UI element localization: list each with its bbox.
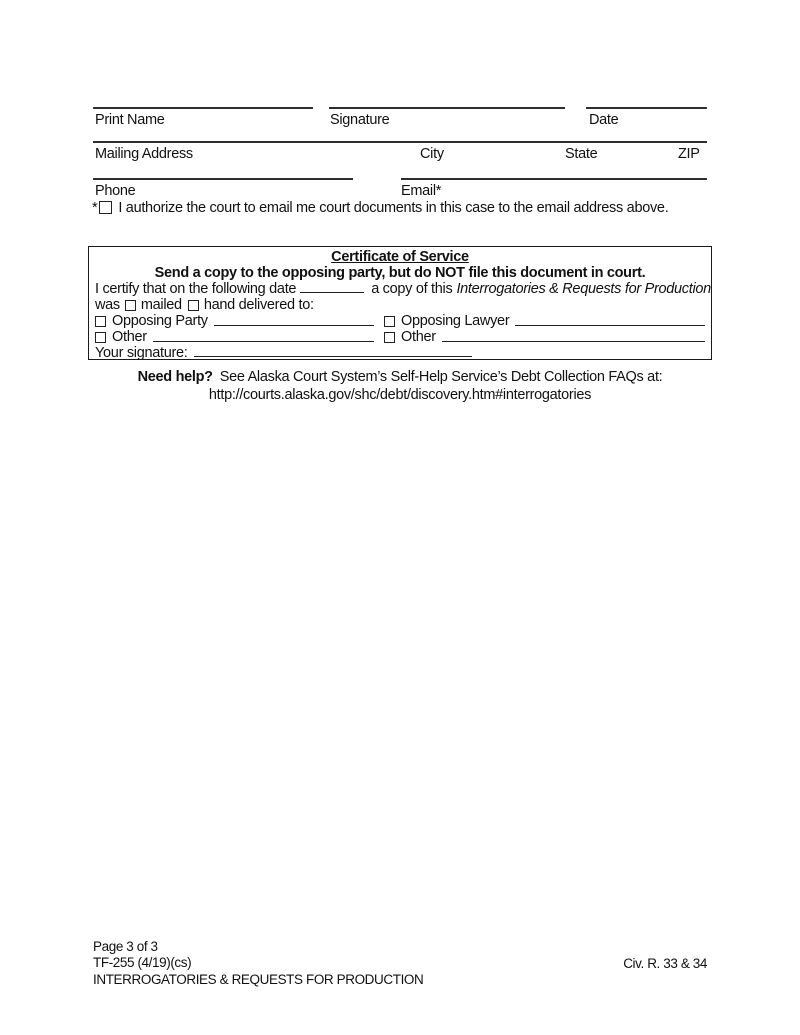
certificate-subtitle: Send a copy to the opposing party, but do NOT file this document in court. — [154, 265, 646, 281]
other-row — [95, 329, 705, 345]
was-label: was — [95, 297, 120, 313]
mailed-label: mailed — [140, 297, 182, 313]
delivery-method-row — [95, 297, 705, 313]
authorize-asterisk: * — [92, 200, 98, 216]
date-line[interactable] — [586, 107, 707, 109]
service-date-field[interactable] — [300, 281, 364, 293]
opposing-lawyer-label: Opposing Lawyer — [401, 313, 510, 329]
need-help-line — [0, 369, 800, 387]
need-help-text: See Alaska Court System’s Self-Help Service’s Debt Collection FAQs at: — [219, 369, 663, 385]
city-label: City — [420, 146, 444, 162]
other-left-label: Other — [112, 329, 147, 345]
opposing-row — [95, 313, 705, 329]
print-name-label: Print Name — [95, 112, 165, 128]
certificate-title: Certificate of Service — [331, 249, 469, 265]
certify-prefix: I certify that on the following date — [95, 281, 297, 297]
mailing-address-line[interactable] — [93, 141, 707, 143]
opposing-party-field[interactable] — [214, 324, 374, 326]
footer-rule-citation: Civ. R. 33 & 34 — [623, 956, 707, 971]
document-name: Interrogatories & Requests for Production — [456, 281, 711, 297]
email-line[interactable] — [401, 178, 707, 180]
state-label: State — [565, 146, 598, 162]
opposing-lawyer-checkbox[interactable] — [384, 316, 395, 327]
print-name-line[interactable] — [93, 107, 313, 109]
hand-delivered-checkbox[interactable] — [188, 300, 199, 311]
footer-left — [93, 939, 423, 988]
email-authorization-row — [92, 200, 717, 217]
signature-label: Signature — [330, 112, 390, 128]
opposing-party-label: Opposing Party — [112, 313, 208, 329]
authorize-label: I authorize the court to email me court documents in this case to the email address above. — [118, 200, 669, 216]
date-label: Date — [589, 112, 619, 128]
opposing-lawyer-group — [384, 313, 705, 329]
opposing-party-checkbox[interactable] — [95, 316, 106, 327]
other-right-group — [384, 329, 705, 345]
footer-page-number: Page 3 of 3 — [93, 939, 158, 954]
opposing-lawyer-field[interactable] — [515, 324, 705, 326]
phone-label: Phone — [95, 183, 136, 199]
other-right-field[interactable] — [442, 340, 705, 342]
your-signature-field[interactable] — [194, 345, 472, 357]
other-right-label: Other — [401, 329, 436, 345]
other-left-field[interactable] — [153, 340, 374, 342]
opposing-party-group — [95, 313, 384, 329]
footer-form-number: TF-255 (4/19)(cs) — [93, 955, 192, 971]
phone-line[interactable] — [93, 178, 353, 180]
certificate-of-service-box — [88, 246, 712, 360]
signature-line[interactable] — [329, 107, 565, 109]
email-label: Email* — [401, 183, 442, 199]
other-left-checkbox[interactable] — [95, 332, 106, 343]
other-left-group — [95, 329, 384, 345]
your-signature-label: Your signature: — [95, 345, 188, 360]
mailed-checkbox[interactable] — [125, 300, 136, 311]
need-help-block — [0, 369, 800, 404]
help-url: http://courts.alaska.gov/shc/debt/discovery.htm#interrogatories — [208, 386, 592, 403]
hand-delivered-label: hand delivered to: — [203, 297, 314, 313]
mailing-address-label: Mailing Address — [95, 146, 193, 162]
certify-row — [95, 281, 711, 297]
your-signature-row — [95, 345, 705, 360]
certificate-title-row — [95, 249, 705, 265]
authorize-checkbox[interactable] — [99, 201, 112, 214]
zip-label: ZIP — [678, 146, 700, 162]
certify-middle: a copy of this — [371, 281, 453, 297]
other-right-checkbox[interactable] — [384, 332, 395, 343]
need-help-label: Need help? — [137, 369, 213, 385]
footer-form-title: INTERROGATORIES & REQUESTS FOR PRODUCTION — [93, 971, 424, 987]
